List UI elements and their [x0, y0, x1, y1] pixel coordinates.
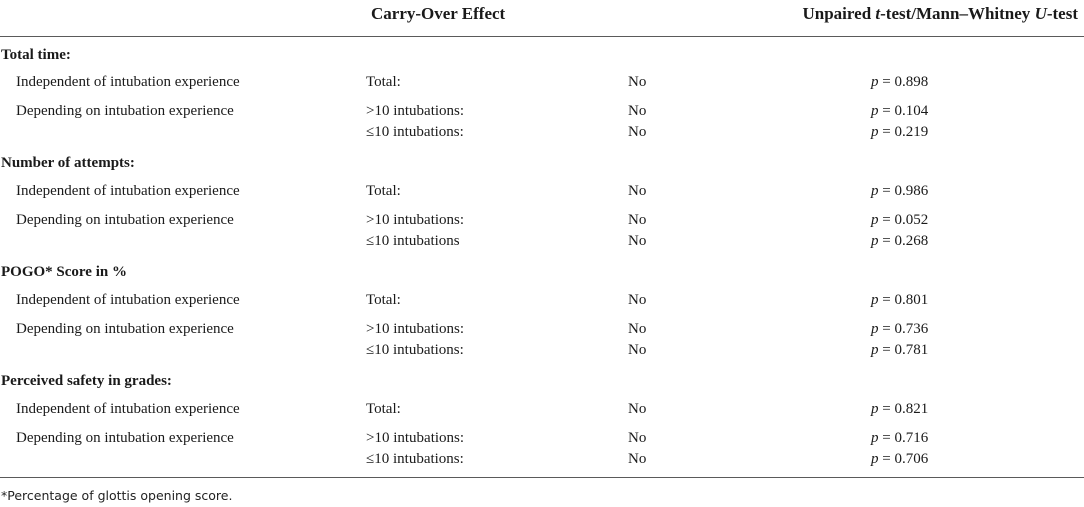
p-value-text: = 0.736: [878, 321, 929, 337]
carry-over-value: No: [628, 451, 647, 467]
carry-over-value: No: [628, 212, 647, 228]
header-carry-over: Carry-Over Effect: [371, 4, 506, 23]
subgroup-label: ≤10 intubations: [366, 233, 460, 249]
p-label: p: [871, 451, 879, 467]
p-label: p: [871, 321, 879, 337]
subgroup-label: ≤10 intubations:: [366, 124, 464, 140]
subgroup-label: Total:: [366, 183, 401, 199]
header-test-suffix: -test: [1046, 4, 1078, 23]
p-value-text: = 0.052: [878, 212, 929, 228]
subgroup-label: Total:: [366, 74, 401, 90]
p-value-text: = 0.898: [878, 74, 929, 90]
header-test-middle: -test/Mann–Whitney: [880, 4, 1035, 23]
footnote: *Percentage of glottis opening score.: [1, 488, 233, 503]
p-label: p: [871, 233, 879, 249]
p-value: [871, 182, 928, 200]
p-value: [871, 232, 928, 250]
carry-over-value: No: [628, 124, 647, 140]
carry-over-value: No: [628, 342, 647, 358]
section-title: POGO* Score in %: [1, 264, 127, 280]
p-value: [871, 123, 928, 141]
subgroup-label: >10 intubations:: [366, 321, 465, 337]
p-value-text: = 0.716: [878, 430, 929, 446]
p-value: [871, 291, 928, 309]
p-value-text: = 0.268: [878, 233, 929, 249]
carry-over-value: No: [628, 430, 647, 446]
p-value-text: = 0.781: [878, 342, 929, 358]
section-title: Perceived safety in grades:: [1, 373, 172, 389]
p-value: [871, 450, 928, 468]
condition-label: Depending on intubation experience: [16, 430, 234, 446]
carry-over-value: No: [628, 74, 647, 90]
carry-over-value: No: [628, 292, 647, 308]
p-label: p: [871, 292, 879, 308]
condition-label: Independent of intubation experience: [16, 401, 240, 417]
condition-label: Independent of intubation experience: [16, 74, 240, 90]
p-value: [871, 341, 928, 359]
p-label: p: [871, 103, 879, 119]
condition-label: Depending on intubation experience: [16, 321, 234, 337]
p-value-text: = 0.986: [878, 183, 929, 199]
p-label: p: [871, 74, 879, 90]
p-value: [871, 429, 928, 447]
subgroup-label: ≤10 intubations:: [366, 451, 464, 467]
subgroup-label: ≤10 intubations:: [366, 342, 464, 358]
condition-label: Independent of intubation experience: [16, 292, 240, 308]
p-value-text: = 0.706: [878, 451, 929, 467]
section-title: Number of attempts:: [1, 155, 135, 171]
header-test-prefix: Unpaired: [802, 4, 876, 23]
subgroup-label: >10 intubations:: [366, 103, 465, 119]
p-label: p: [871, 430, 879, 446]
p-value: [871, 400, 928, 418]
p-label: p: [871, 342, 879, 358]
p-label: p: [871, 401, 879, 417]
p-value: [871, 102, 928, 120]
bottom-rule: [0, 477, 1084, 478]
p-value: [871, 211, 928, 229]
subgroup-label: Total:: [366, 292, 401, 308]
header-test-t: t: [875, 4, 881, 23]
p-value: [871, 320, 928, 338]
carry-over-value: No: [628, 233, 647, 249]
carry-over-value: No: [628, 103, 647, 119]
carry-over-value: No: [628, 321, 647, 337]
condition-label: Depending on intubation experience: [16, 212, 234, 228]
subgroup-label: >10 intubations:: [366, 430, 465, 446]
p-value-text: = 0.104: [878, 103, 929, 119]
section-title: Total time:: [1, 47, 71, 63]
subgroup-label: >10 intubations:: [366, 212, 465, 228]
subgroup-label: Total:: [366, 401, 401, 417]
p-label: p: [871, 212, 879, 228]
condition-label: Independent of intubation experience: [16, 183, 240, 199]
p-value-text: = 0.219: [878, 124, 929, 140]
top-rule: [0, 36, 1084, 37]
p-label: p: [871, 183, 879, 199]
carry-over-value: No: [628, 401, 647, 417]
header-test-u: U: [1034, 4, 1047, 23]
carry-over-value: No: [628, 183, 647, 199]
p-label: p: [871, 124, 879, 140]
condition-label: Depending on intubation experience: [16, 103, 234, 119]
p-value-text: = 0.801: [878, 292, 929, 308]
p-value-text: = 0.821: [878, 401, 929, 417]
header-test: [803, 4, 1079, 24]
p-value: [871, 73, 928, 91]
